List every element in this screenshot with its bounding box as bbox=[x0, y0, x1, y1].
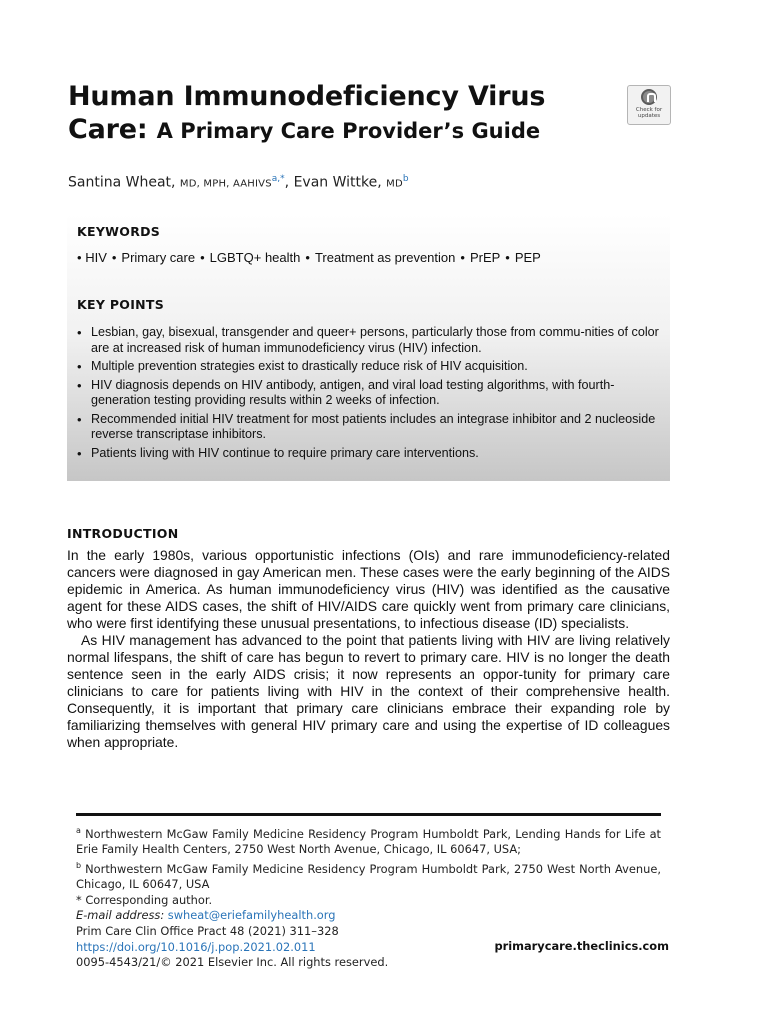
keywords-heading: KEYWORDS bbox=[77, 224, 161, 239]
check-for-updates-label: Check for updates bbox=[635, 107, 663, 119]
keyword: PEP bbox=[514, 250, 541, 265]
journal-citation: Prim Care Clin Office Pract 48 (2021) 311–328 bbox=[76, 924, 339, 938]
author-1-affiliation[interactable]: a,* bbox=[271, 174, 285, 184]
footnote-a-mark: a bbox=[76, 826, 81, 835]
corresponding-author-note: * Corresponding author. bbox=[76, 892, 213, 907]
article-title bbox=[68, 80, 628, 148]
key-point-item: • Patients living with HIV continue to require primary care interventions. bbox=[77, 446, 660, 462]
author-2-credentials: MD bbox=[386, 178, 403, 190]
footnote-b-text: Northwestern McGaw Family Medicine Residency Program Humboldt Park, 2750 West North Avenue, Chicago, IL 60647, USA bbox=[76, 861, 661, 892]
author-line: Santina Wheat, MD, MPH, $AAHIVS^{a,*}$, Evan Wittke, $MD^b$ bbox=[68, 174, 409, 191]
footnote-b-mark: b bbox=[76, 860, 82, 870]
key-point-item: • Multiple prevention strategies exist to drastically reduce risk of HIV acquisition. bbox=[77, 359, 660, 375]
email-line bbox=[76, 908, 661, 924]
footnote-a bbox=[76, 823, 661, 858]
title-line-1: Human Immunodeficiency Virus bbox=[68, 81, 546, 112]
author-2-name: Evan Wittke, bbox=[293, 174, 382, 191]
check-for-updates-badge[interactable] bbox=[627, 85, 671, 125]
keyword-bullet: • bbox=[200, 250, 205, 265]
key-point-item: • HIV diagnosis depends on HIV antibody, antigen, and viral load testing algorithms, with fourth-generation testing providing results within 2 weeks of infection. bbox=[77, 378, 660, 409]
doi-link[interactable]: https://doi.org/10.1016/j.pop.2021.02.011 bbox=[76, 939, 316, 954]
keyword: HIV bbox=[85, 250, 107, 265]
footnote-a-text: Northwestern McGaw Family Medicine Residency Program Humboldt Park, Lending Hands for Life at Erie Family Health Centers, 2750 West North Avenue, Chicago, IL 60647, USA; bbox=[76, 826, 662, 857]
keyword-bullet: • bbox=[111, 250, 117, 265]
introduction-heading: INTRODUCTION bbox=[67, 526, 179, 541]
author-1-credentials: MD, MPH, AAHIVS bbox=[179, 178, 272, 190]
keyword: LGBTQ+ health bbox=[209, 250, 301, 265]
title-line-2-main: Care: bbox=[68, 114, 148, 145]
footnote-b bbox=[76, 858, 661, 893]
key-points-list bbox=[77, 325, 660, 461]
copyright-notice: 0095-4543/21/© 2021 Elsevier Inc. All rights reserved. bbox=[76, 955, 389, 969]
author-1-name: Santina Wheat, bbox=[68, 174, 176, 191]
keywords-keypoints-box bbox=[67, 214, 670, 481]
journal-website[interactable]: primarycare.theclinics.com bbox=[494, 939, 669, 953]
introduction-paragraph: As HIV management has advanced to the point that patients living with HIV are living relatively normal lifespans, the shift of care has begun to revert to primary care. HIV is no longer the death sentence seen in the early AIDS crisis; it now represents an oppor-tunity for primary care clinicians to care for patients living with HIV in the context of their comprehensive health. Consequently, it is important that primary care clinicians embrace their expanding role by familiarizing themselves with general HIV primary care and using the expertise of ID colleagues when appropriate. bbox=[67, 632, 670, 750]
email-label: E-mail address: bbox=[76, 908, 165, 923]
footnote-divider bbox=[76, 813, 661, 816]
keywords-list bbox=[77, 250, 660, 265]
title-line-2-subtitle: A Primary Care Provider’s Guide bbox=[156, 119, 541, 143]
key-point-item: • Recommended initial HIV treatment for most patients includes an integrase inhibitor and 2 nucleoside reverse transcriptase inhibitors. bbox=[77, 412, 660, 443]
introduction-paragraph: In the early 1980s, various opportunistic infections (OIs) and rare immunodeficiency-related cancers were diagnosed in gay American men. These cases were the early beginning of the AIDS epidemic in America. As human immunodeficiency virus (HIV) was identified as the causative agent for these AIDS cases, the shift of HIV/AIDS care quickly went from primary care clinicians, who were first identifying these unusual presentations, to infectious disease (ID) specialists. bbox=[67, 547, 670, 631]
keyword: Treatment as prevention bbox=[314, 250, 456, 265]
key-points-heading: KEY POINTS bbox=[77, 297, 165, 312]
email-link[interactable]: swheat@eriefamilyhealth.org bbox=[167, 908, 336, 923]
keyword-bullet: • bbox=[460, 250, 465, 265]
keyword-bullet: • bbox=[305, 250, 310, 265]
keyword: PrEP bbox=[469, 250, 501, 265]
keyword-bullet: • bbox=[77, 250, 82, 265]
introduction-body bbox=[67, 547, 670, 751]
keyword-bullet: • bbox=[505, 250, 510, 265]
keyword: Primary care bbox=[121, 250, 196, 265]
footnotes bbox=[76, 823, 661, 924]
check-for-updates-icon bbox=[641, 89, 657, 105]
key-point-item: • Lesbian, gay, bisexual, transgender and queer+ persons, particularly those from commu-nities of color are at increased risk of human immunodeficiency virus (HIV) infection. bbox=[77, 325, 660, 356]
author-2-affiliation[interactable]: b bbox=[402, 174, 409, 184]
